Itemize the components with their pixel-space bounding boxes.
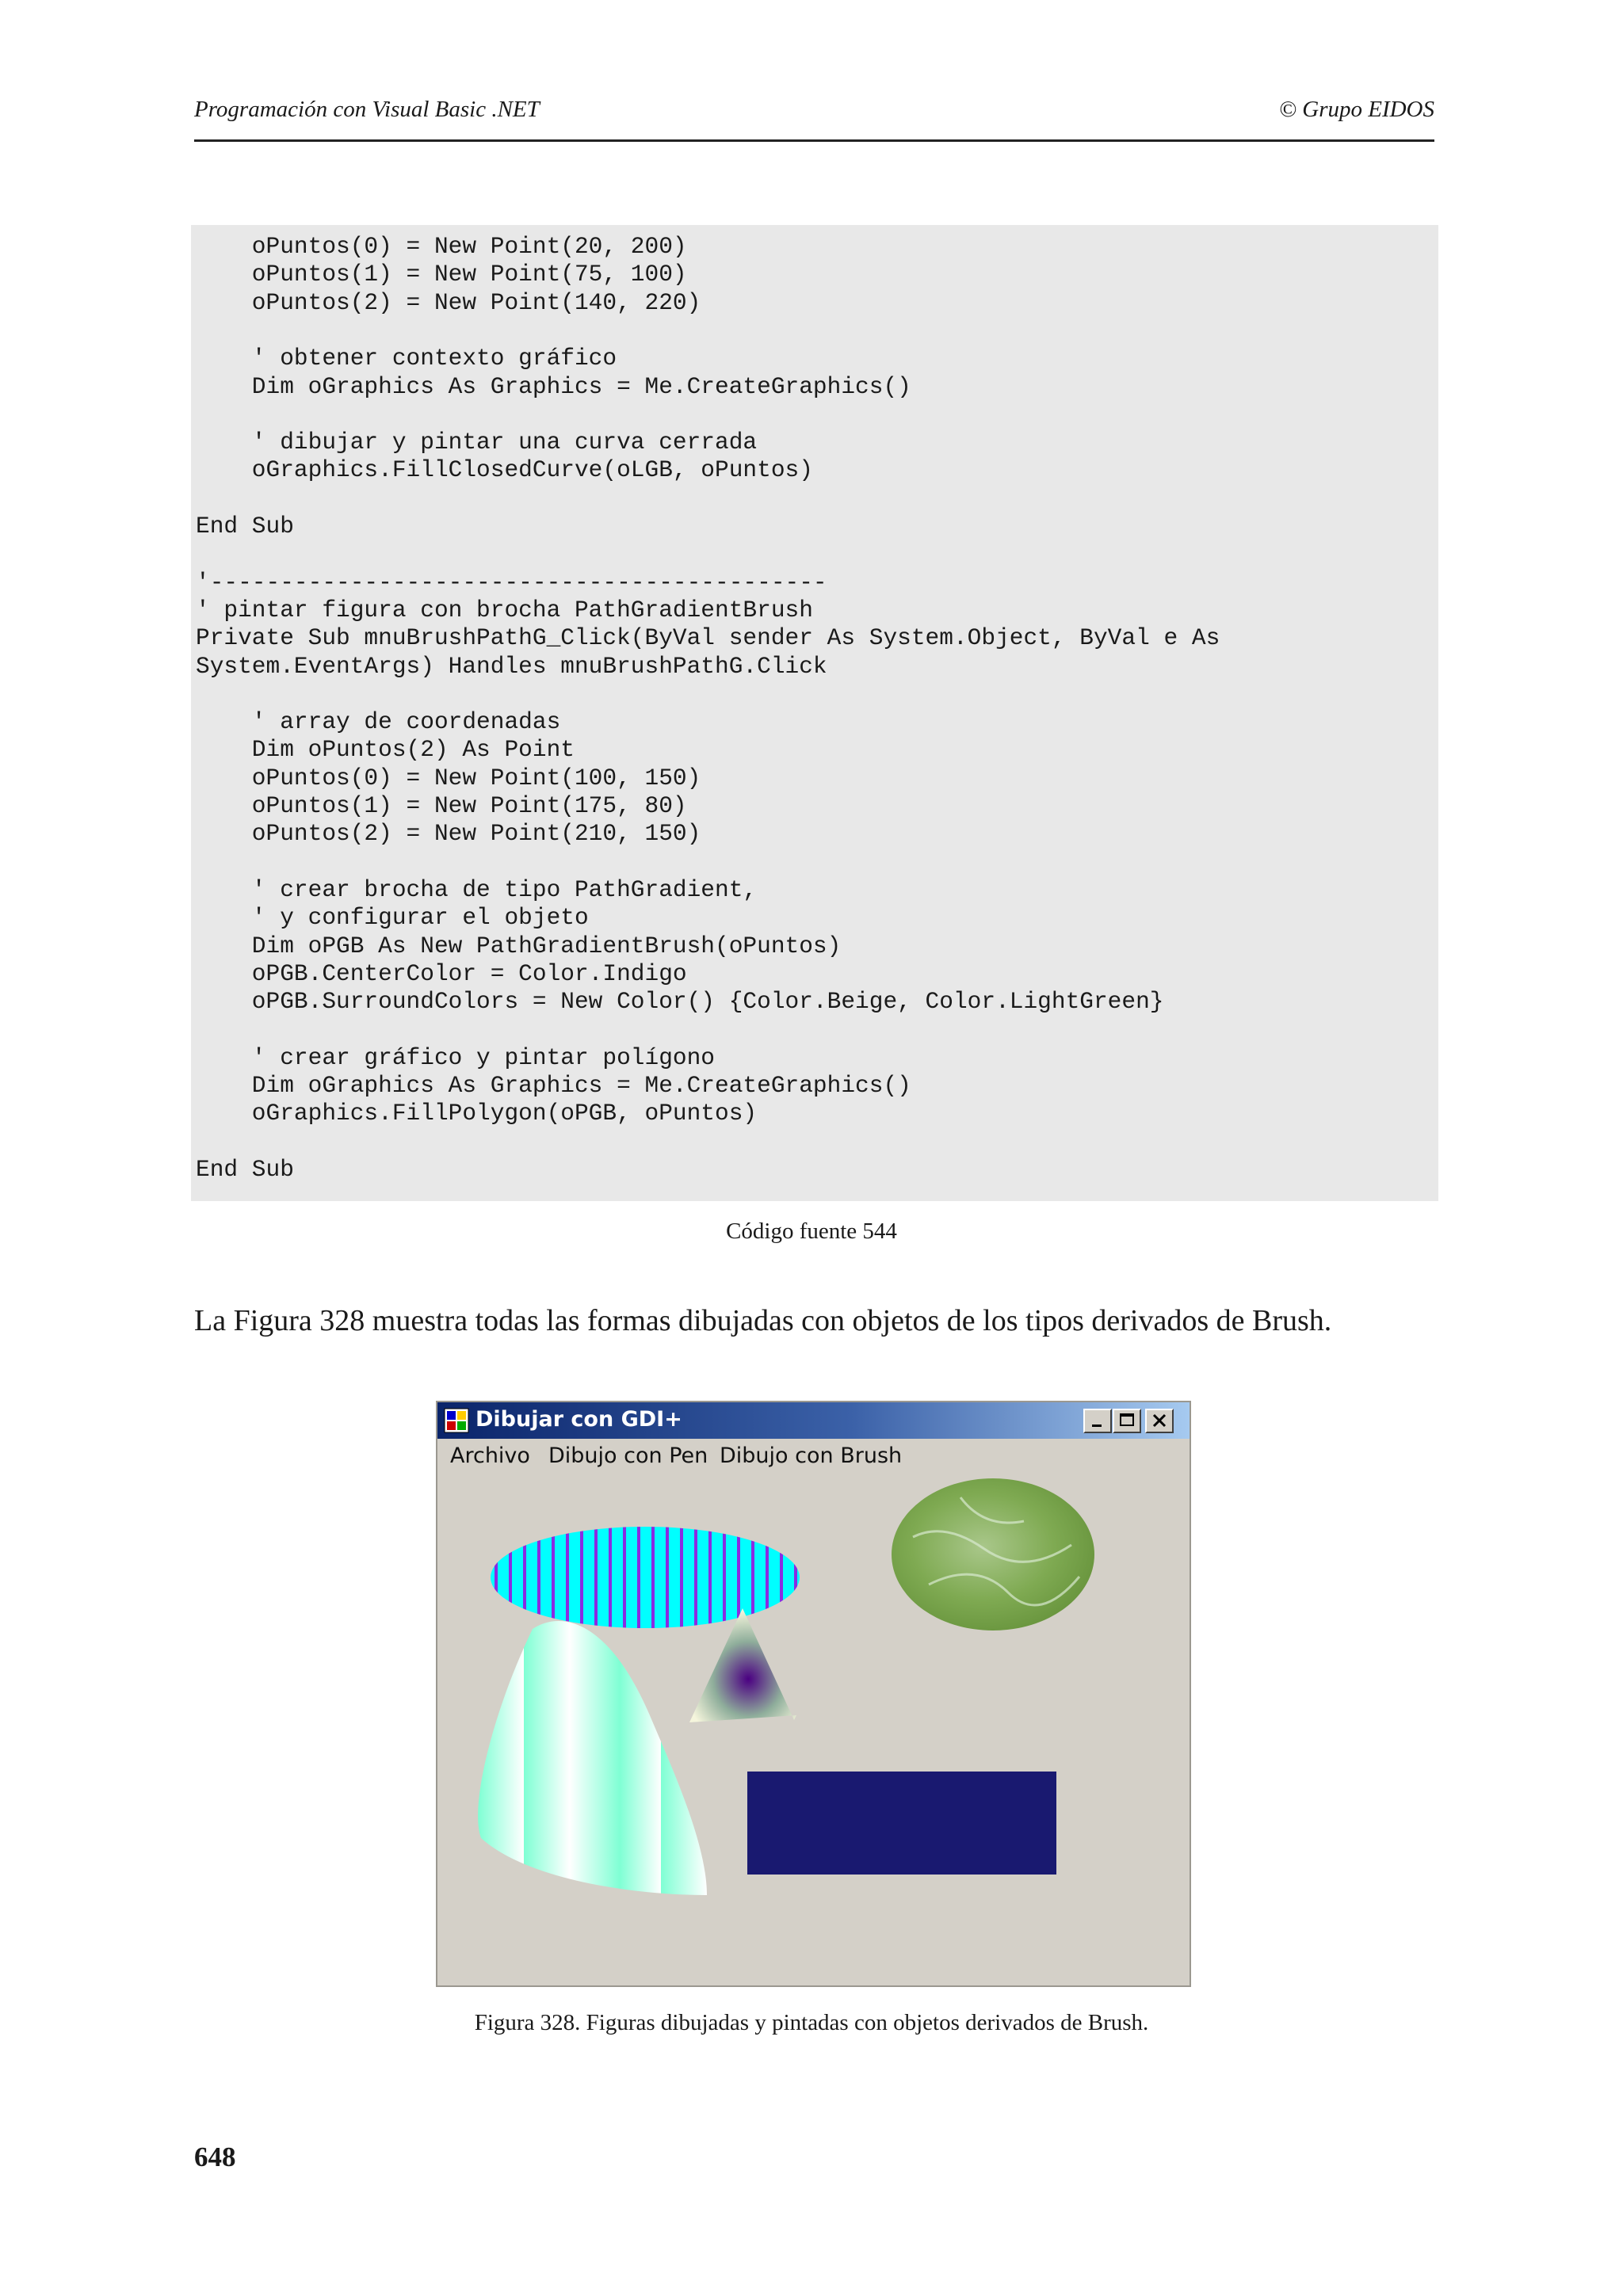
page-number: 648 (194, 2142, 236, 2172)
path-gradient-triangle (689, 1608, 796, 1722)
code-line: Private Sub mnuBrushPathG_Click(ByVal sender As System.Object, ByVal e As (196, 624, 1220, 652)
code-line: ' pintar figura con brocha PathGradientBrush (196, 596, 813, 624)
code-line: ' crear brocha de tipo PathGradient, (196, 875, 758, 903)
gradient-closed-curve (478, 1621, 707, 1895)
maximize-icon (1114, 1410, 1140, 1432)
code-line: Dim oPGB As New PathGradientBrush(oPuntos) (196, 932, 842, 959)
book-title: Programación con Visual Basic .NET (194, 97, 540, 122)
code-line: ' y configurar el objeto (196, 904, 589, 932)
menu-dibujo-con-pen[interactable]: Dibujo con Pen (548, 1444, 708, 1468)
app-icon (444, 1408, 469, 1433)
code-line: Dim oGraphics As Graphics = Me.CreateGraphics() (196, 1072, 911, 1099)
code-line: oPuntos(0) = New Point(20, 200) (196, 233, 687, 260)
drawing-canvas (437, 1474, 1190, 1987)
code-line: ' crear gráfico y pintar polígono (196, 1043, 716, 1071)
window-titlebar[interactable] (437, 1402, 1190, 1439)
menu-bar (437, 1439, 1190, 1474)
app-window (436, 1401, 1191, 1987)
menu-archivo[interactable]: Archivo (450, 1444, 530, 1468)
code-line: oPGB.CenterColor = Color.Indigo (196, 959, 687, 987)
code-line: oPuntos(2) = New Point(210, 150) (196, 820, 701, 848)
code-line: oPuntos(1) = New Point(175, 80) (196, 792, 687, 819)
code-line: End Sub (196, 513, 294, 540)
code-line: ' dibujar y pintar una curva cerrada (196, 429, 758, 456)
close-button[interactable] (1145, 1409, 1174, 1433)
publisher: © Grupo EIDOS (1278, 97, 1434, 122)
code-line: Dim oPuntos(2) As Point (196, 736, 575, 764)
code-caption: Código fuente 544 (726, 1219, 897, 1244)
code-line: oPuntos(1) = New Point(75, 100) (196, 261, 687, 288)
page-header (194, 97, 1434, 142)
code-line: End Sub (196, 1155, 294, 1183)
solid-rectangle (747, 1772, 1056, 1875)
code-line: System.EventArgs) Handles mnuBrushPathG.Click (196, 652, 827, 680)
close-icon (1147, 1410, 1172, 1432)
code-line: Dim oGraphics As Graphics = Me.CreateGraphics() (196, 372, 911, 400)
window-title: Dibujar con GDI+ (475, 1407, 682, 1432)
hatch-ellipse (491, 1527, 800, 1628)
figure-caption: Figura 328. Figuras dibujadas y pintadas con objetos derivados de Brush. (474, 2010, 1149, 2035)
code-line: ' array de coordenadas (196, 708, 561, 736)
code-line: oGraphics.FillPolygon(oPGB, oPuntos) (196, 1100, 758, 1127)
minimize-icon (1085, 1410, 1110, 1432)
code-line: oGraphics.FillClosedCurve(oLGB, oPuntos) (196, 456, 813, 484)
minimize-button[interactable] (1083, 1409, 1112, 1433)
code-line: '-------------------------------------------- (196, 568, 827, 596)
code-line: ' obtener contexto gráfico (196, 345, 617, 372)
menu-dibujo-con-brush[interactable]: Dibujo con Brush (720, 1444, 903, 1468)
code-line: oPuntos(2) = New Point(140, 220) (196, 288, 701, 316)
maximize-button[interactable] (1113, 1409, 1141, 1433)
body-paragraph: La Figura 328 muestra todas las formas dibujadas con objetos de los tipos derivados de Brush. (194, 1304, 1332, 1337)
code-line: oPuntos(0) = New Point(100, 150) (196, 764, 701, 791)
code-line: oPGB.SurroundColors = New Color() {Color.Beige, Color.LightGreen} (196, 988, 1164, 1016)
code-listing (191, 225, 1438, 1201)
